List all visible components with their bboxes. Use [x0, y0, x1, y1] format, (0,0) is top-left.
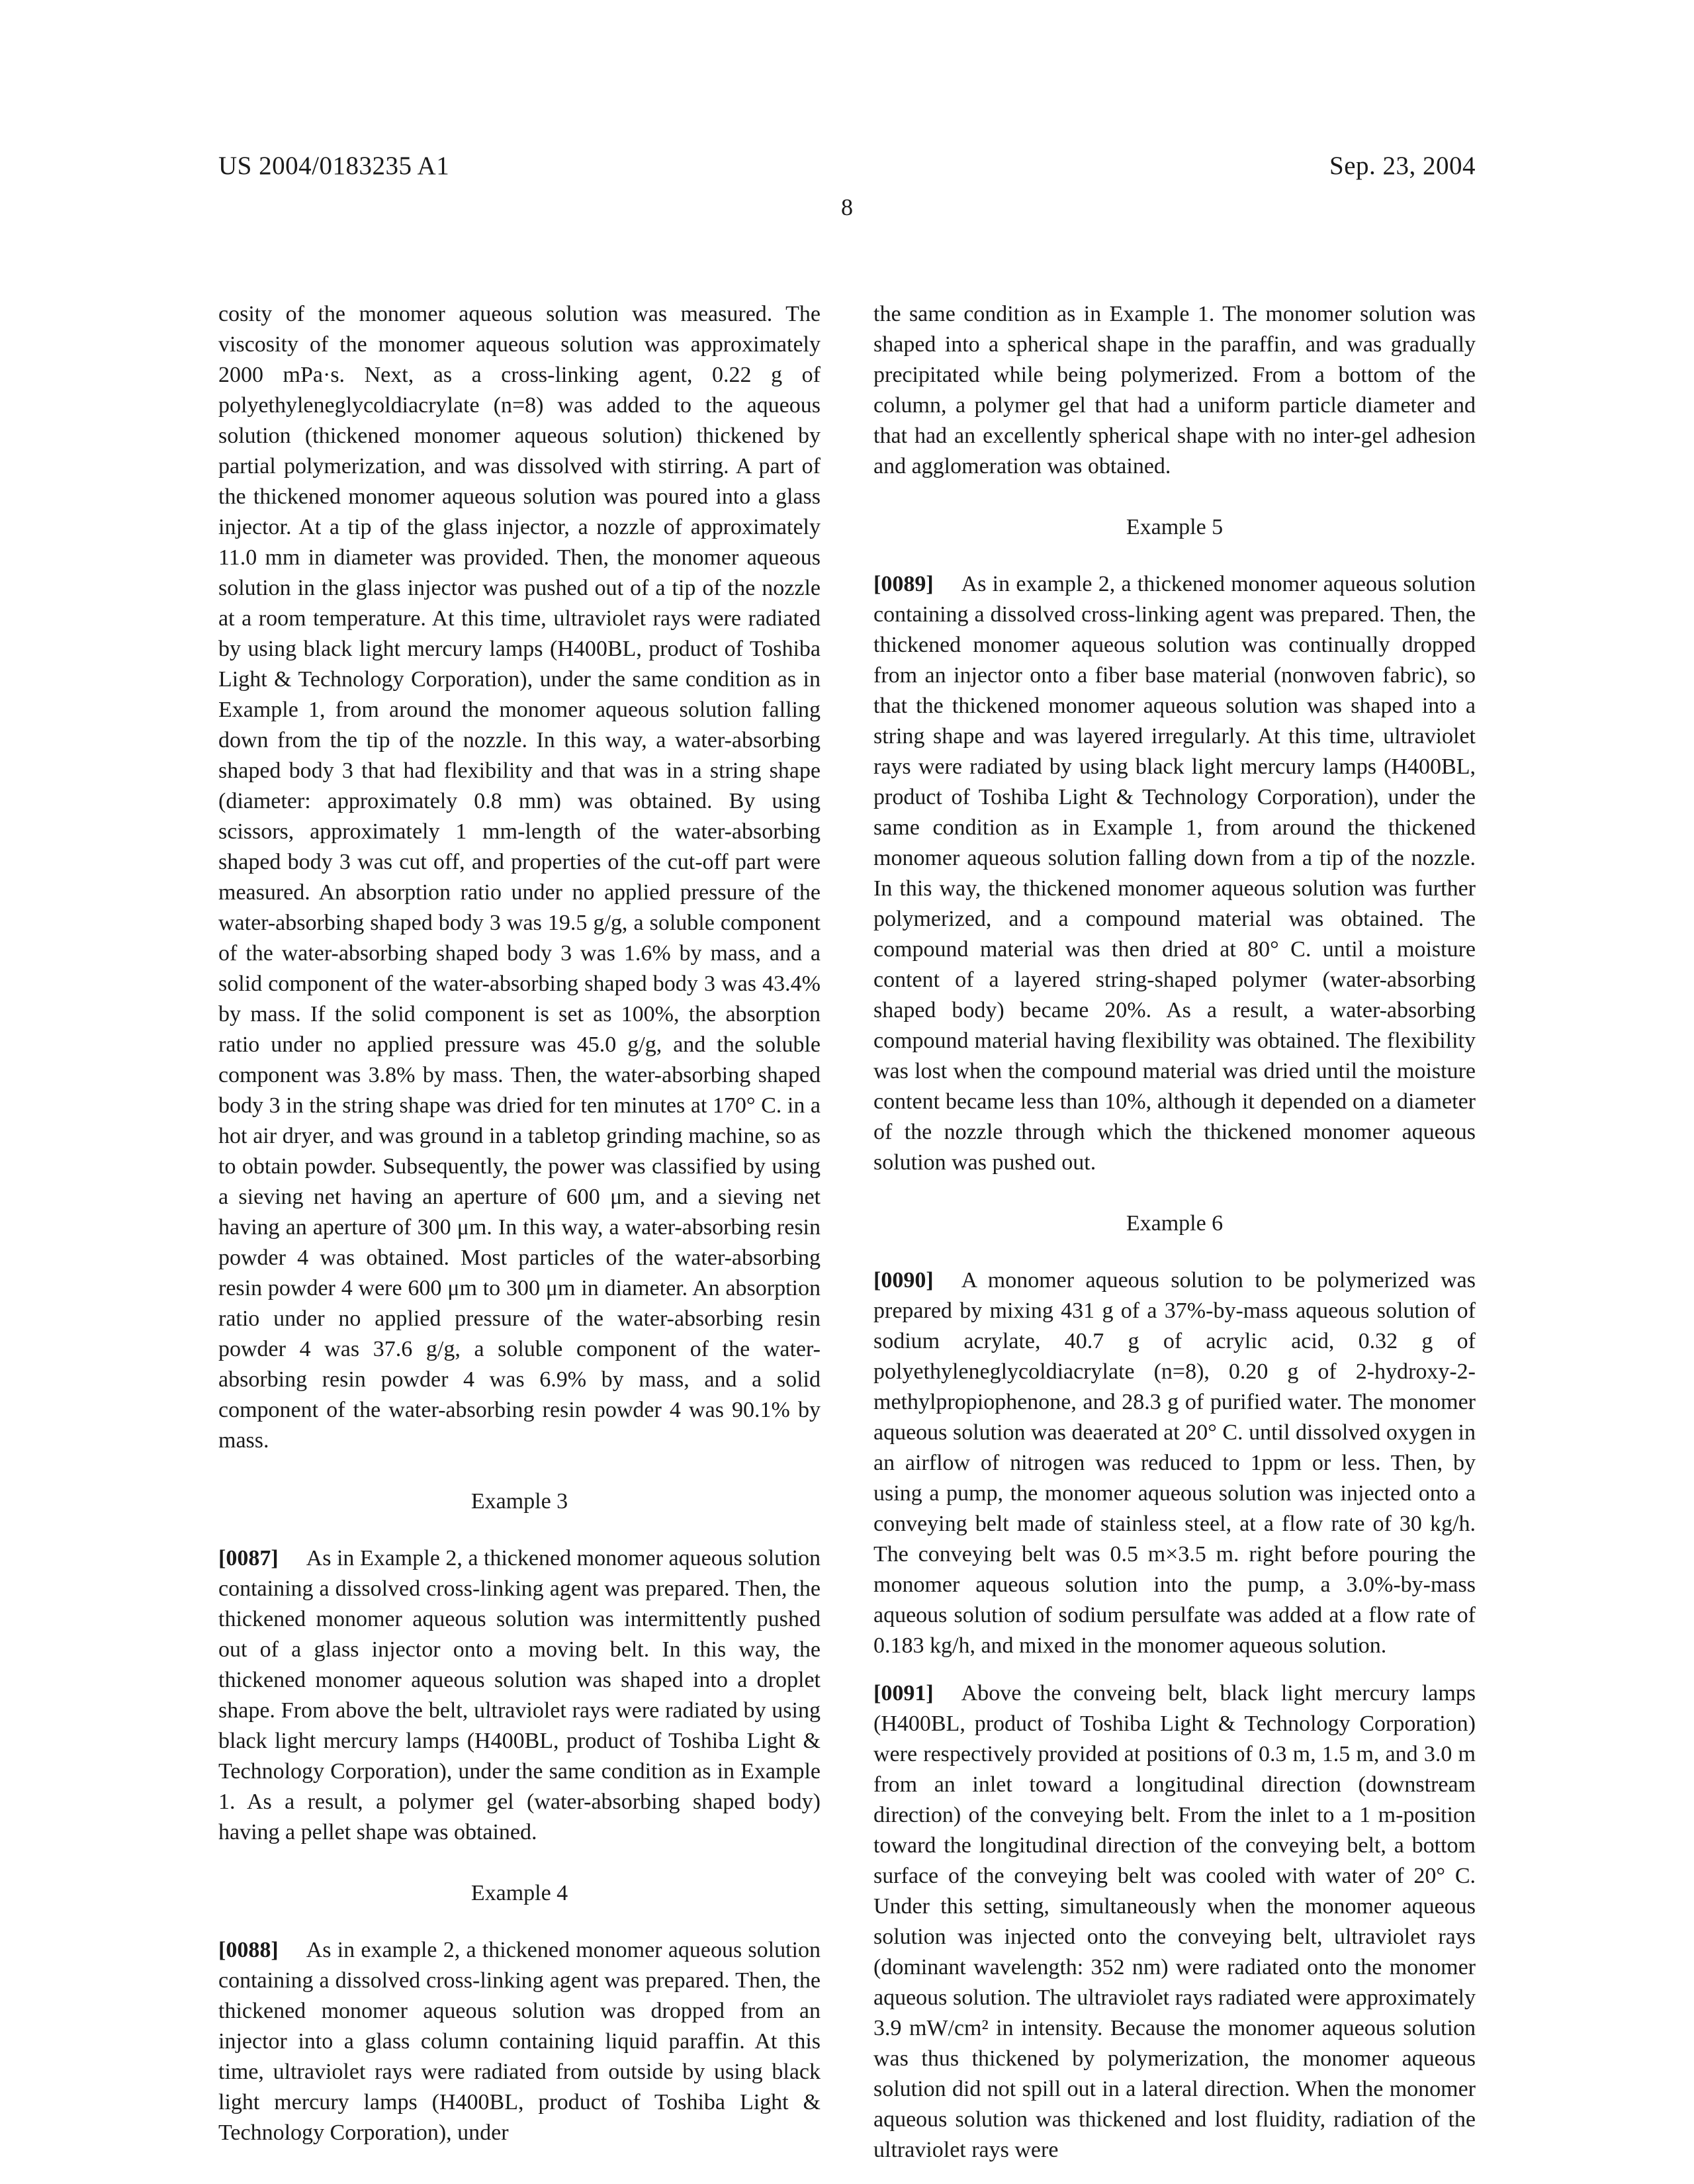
paragraph-0088 — [218, 1935, 821, 2148]
paragraph-tag-0088: [0088] — [218, 1938, 279, 1962]
paragraph-text-0088: As in example 2, a thickened monomer aqueous solution containing a dissolved cross-linking agent was prepared. Then, the thickened monomer aqueous solution was dropped from an injector into a glass column containing liquid paraffin. At this time, ultraviolet rays were radiated from outside by using black light mercury lamps (H400BL, product of Toshiba Light & Technology Corporation), under — [218, 1938, 821, 2145]
example-5-heading: Example 5 — [1126, 515, 1224, 539]
document-body — [218, 299, 1476, 2165]
paragraph-tag-0091: [0091] — [873, 1681, 934, 1706]
page-header — [218, 151, 1476, 181]
paragraph-text-0090: A monomer aqueous solution to be polymerized was prepared by mixing 431 g of a 37%-by-mass aqueous solution of sodium acrylate, 40.7 g of acrylic acid, 0.32 g of polyethyleneglycoldiacrylate (n=8), 0.20 g of 2-hydroxy-2-methylpropiophenone, and 28.3 g of purified water. The monomer aqueous solution was deaerated at 20° C. until dissolved oxygen in an airflow of nitrogen was reduced to 1ppm or less. Then, by using a pump, the monomer aqueous solution was injected onto a conveying belt made of stainless steel, at a flow rate of 30 kg/h. The conveying belt was 0.5 m×3.5 m. right before pouring the monomer aqueous solution into the pump, a 3.0%-by-mass aqueous solution of sodium persulfate was added at a flow rate of 0.183 kg/h, and mixed in the monomer aqueous solution. — [873, 1268, 1476, 1658]
paragraph-0087 — [218, 1543, 821, 1848]
paragraph-text-0089: As in example 2, a thickened monomer aqueous solution containing a dissolved cross-linking agent was prepared. Then, the thickened monomer aqueous solution was continually dropped from an injector onto a fiber base material (nonwoven fabric), so that the thickened monomer aqueous solution was shaped into a string shape and was layered irregularly. At this time, ultraviolet rays were radiated by using black light mercury lamps (H400BL, product of Toshiba Light & Technology Corporation), under the same condition as in Example 1, from around the thickened monomer aqueous solution falling down from a tip of the nozzle. In this way, the thickened monomer aqueous solution was further polymerized, and a compound material was obtained. The compound material was then dried at 80° C. until a moisture content of a layered string-shaped polymer (water-absorbing shaped body) became 20%. As a result, a water-absorbing compound material having flexibility was obtained. The flexibility was lost when the compound material was dried until the moisture content became less than 10%, although it depended on a diameter of the nozzle through which the thickened monomer aqueous solution was pushed out. — [873, 572, 1476, 1175]
left-column — [218, 299, 821, 2165]
example-6-heading: Example 6 — [1126, 1211, 1224, 1236]
paragraph-tag-0089: [0089] — [873, 572, 934, 596]
continuation-paragraph: cosity of the monomer aqueous solution was measured. The viscosity of the monomer aqueous solution was approximately 2000 mPa·s. Next, as a cross-linking agent, 0.22 g of polyethyleneglycoldiacrylate (n=8) was added to the aqueous solution (thickened monomer aqueous solution) thickened by partial polymerization, and was dissolved with stirring. A part of the thickened monomer aqueous solution was poured into a glass injector. At a tip of the glass injector, a nozzle of approximately 11.0 mm in diameter was provided. Then, the monomer aqueous solution in the glass injector was pushed out of a tip of the nozzle at a room temperature. At this time, ultraviolet rays were radiated by using black light mercury lamps (H400BL, product of Toshiba Light & Technology Corporation), under the same condition as in Example 1, from around the monomer aqueous solution falling down from the tip of the nozzle. In this way, a water-absorbing shaped body 3 that had flexibility and that was in a string shape (diameter: approximately 0.8 mm) was obtained. By using scissors, approximately 1 mm-length of the water-absorbing shaped body 3 was cut off, and properties of the cut-off part were measured. An absorption ratio under no applied pressure of the water-absorbing shaped body 3 was 19.5 g/g, a soluble component of the water-absorbing shaped body 3 was 1.6% by mass, and a solid component of the water-absorbing shaped body 3 was 43.4% by mass. If the solid component is set as 100%, the absorption ratio under no applied pressure was 45.0 g/g, and the soluble component was 3.8% by mass. Then, the water-absorbing shaped body 3 in the string shape was dried for ten minutes at 170° C. in a hot air dryer, and was ground in a tabletop grinding machine, so as to obtain powder. Subsequently, the power was classified by using a sieving net having an aperture of 600 μm, and a sieving net having an aperture of 300 μm. In this way, a water-absorbing resin powder 4 was obtained. Most particles of the water-absorbing resin powder 4 were 600 μm to 300 μm in diameter. An absorption ratio under no applied pressure of the water-absorbing resin powder 4 was 37.6 g/g, a soluble component of the water-absorbing resin powder 4 was 6.9% by mass, and a solid component of the water-absorbing resin powder 4 was 90.1% by mass. — [218, 302, 821, 1453]
paragraph-tag-0087: [0087] — [218, 1546, 279, 1570]
example-3-heading: Example 3 — [470, 1489, 568, 1514]
page-number: 8 — [841, 194, 853, 220]
publication-number: US 2004/0183235 A1 — [218, 152, 450, 180]
right-column — [873, 299, 1476, 2165]
paragraph-tag-0090: [0090] — [873, 1268, 934, 1293]
paragraph-text-0087: As in Example 2, a thickened monomer aqueous solution containing a dissolved cross-linking agent was prepared. Then, the thickened monomer aqueous solution was intermittently pushed out of a glass injector onto a moving belt. In this way, the thickened monomer aqueous solution was shaped into a droplet shape. From above the belt, ultraviolet rays were radiated by using black light mercury lamps (H400BL, product of Toshiba Light & Technology Corporation), under the same condition as in Example 1. As a result, a polymer gel (water-absorbing shaped body) having a pellet shape was obtained. — [218, 1546, 821, 1844]
paragraph-0090 — [873, 1265, 1476, 1661]
paragraph-text-0091: Above the conveing belt, black light mercury lamps (H400BL, product of Toshiba Light & Technology Corporation) were respectively provided at positions of 0.3 m, 1.5 m, and 3.0 m from an inlet toward a longitudinal direction (downstream direction) of the conveying belt. From the inlet to a 1 m-position toward the longitudinal direction of the conveying belt, a bottom surface of the conveying belt was cooled with water of 20° C. Under this setting, simultaneously when the monomer aqueous solution was injected onto the conveying belt, ultraviolet rays (dominant wavelength: 352 nm) were radiated onto the monomer aqueous solution. The ultraviolet rays radiated were approximately 3.9 mW/cm² in intensity. Because the monomer aqueous solution was thus thickened by polymerization, the monomer aqueous solution did not spill out in a lateral direction. When the monomer aqueous solution was thickened and lost fluidity, radiation of the ultraviolet rays were — [873, 1681, 1476, 2162]
publication-date: Sep. 23, 2004 — [1329, 152, 1476, 180]
paragraph-0089 — [873, 569, 1476, 1178]
continuation-paragraph: the same condition as in Example 1. The monomer solution was shaped into a spherical shape in the paraffin, and was gradually precipitated while being polymerized. From a bottom of the column, a polymer gel that had a uniform particle diameter and that had an excellently spherical shape with no inter-gel adhesion and agglomeration was obtained. — [873, 302, 1476, 478]
paragraph-0091 — [873, 1678, 1476, 2165]
example-4-heading: Example 4 — [470, 1881, 568, 1905]
